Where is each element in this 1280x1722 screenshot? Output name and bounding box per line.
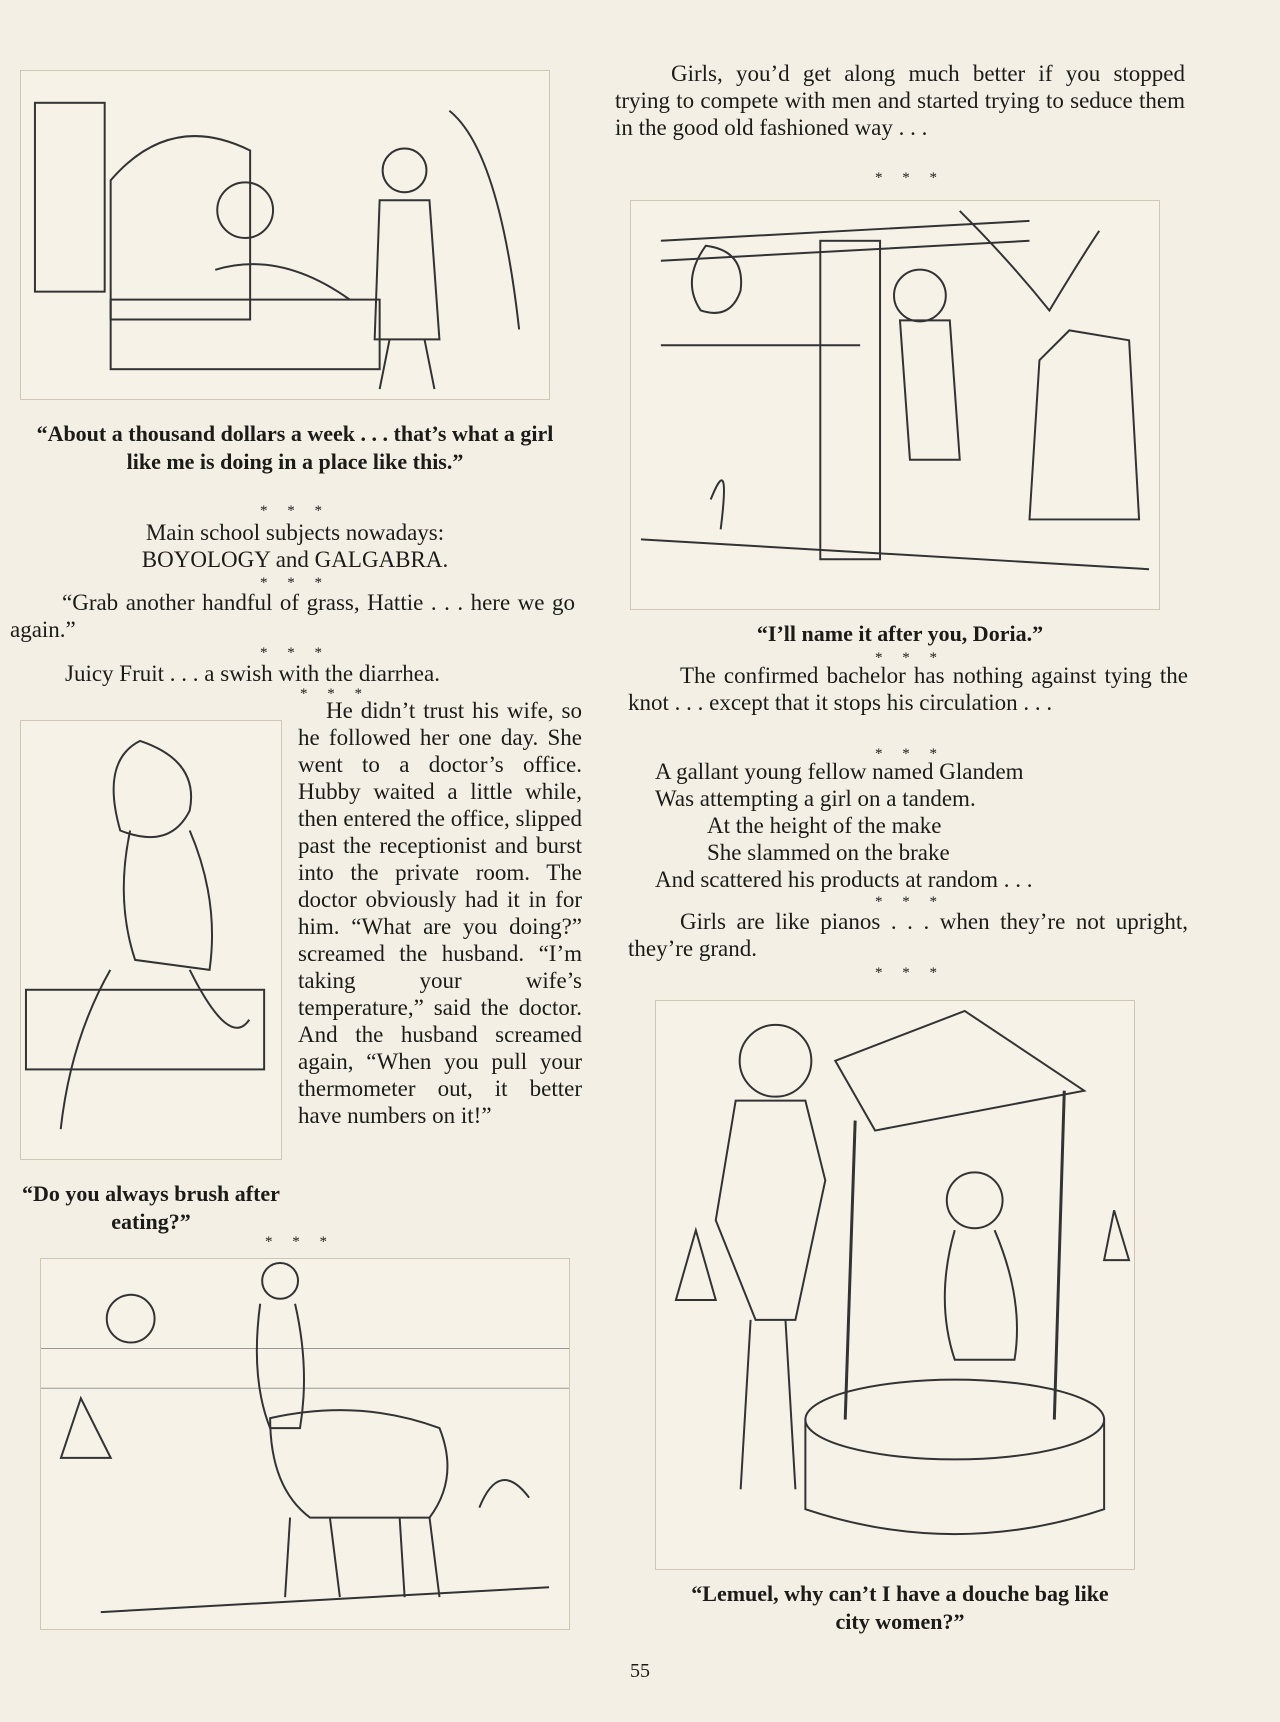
cartoon-woman-seated-illustration bbox=[20, 720, 282, 1160]
cartoon-bedroom-illustration bbox=[20, 70, 550, 400]
joke-pianos: Girls are like pianos . . . when they’re not upright, they’re grand. bbox=[628, 909, 1188, 961]
limerick-line-4: She slammed on the brake bbox=[707, 840, 950, 865]
joke-grab-grass: “Grab another handful of grass, Hattie . . . here we go again.” bbox=[10, 590, 575, 642]
separator-stars: * * * bbox=[875, 746, 945, 762]
caption-brush-after-eating: “Do you always brush after eating?” bbox=[22, 1181, 280, 1234]
separator-stars: * * * bbox=[875, 170, 945, 186]
limerick-line-3: At the height of the make bbox=[707, 813, 942, 838]
limerick-line-1: A gallant young fellow named Glandem bbox=[655, 759, 1024, 784]
limerick-line-5: And scattered his products at random . . . bbox=[655, 867, 1033, 892]
limerick-line-2: Was attempting a girl on a tandem. bbox=[655, 786, 976, 811]
separator-stars: * * * bbox=[875, 965, 945, 981]
separator-stars: * * * bbox=[300, 686, 370, 702]
caption-doria: “I’ll name it after you, Doria.” bbox=[756, 621, 1044, 646]
joke-school-subjects-line1: Main school subjects nowadays: bbox=[145, 520, 445, 545]
separator-stars: * * * bbox=[875, 894, 945, 910]
separator-stars: * * * bbox=[265, 1234, 335, 1250]
caption-lemuel: “Lemuel, why can’t I have a douche bag like city women?” bbox=[691, 1581, 1109, 1634]
cartoon-centaur-illustration bbox=[40, 1258, 570, 1630]
separator-stars: * * * bbox=[260, 645, 330, 661]
cartoon-sculptor-illustration bbox=[630, 200, 1160, 610]
cartoon-well-illustration bbox=[655, 1000, 1135, 1570]
joke-confirmed-bachelor: The confirmed bachelor has nothing against tying the knot . . . except that it stops his circulation . . . bbox=[628, 663, 1188, 715]
caption-thousand-dollars: “About a thousand dollars a week . . . that’s what a girl like me is doing in a place like this.” bbox=[36, 421, 554, 474]
separator-stars: * * * bbox=[260, 575, 330, 591]
joke-girls-seduce: Girls, you’d get along much better if you stopped trying to compete with men and started trying to seduce them in the good old fashioned way . . . bbox=[615, 61, 1185, 140]
separator-stars: * * * bbox=[260, 503, 330, 519]
joke-school-subjects-line2: BOYOLOGY and GALGABRA. bbox=[141, 547, 449, 572]
story-thermometer: He didn’t trust his wife, so he followed her one day. She went to a doctor’s office. Hubby waited a little while, then entered the office, slipped past the receptionist and burst into the private room. The doctor obviously had it in for him. “What are you doing?” screamed the husband. “I’m taking your wife’s temperature,” said the doctor. And the husband screamed again, “When you pull your thermometer out, it better have numbers on it!” bbox=[298, 698, 582, 1128]
joke-juicy-fruit: Juicy Fruit . . . a swish with the diarrhea. bbox=[65, 661, 440, 686]
page-number: 55 bbox=[630, 1660, 650, 1682]
separator-stars: * * * bbox=[875, 650, 945, 666]
